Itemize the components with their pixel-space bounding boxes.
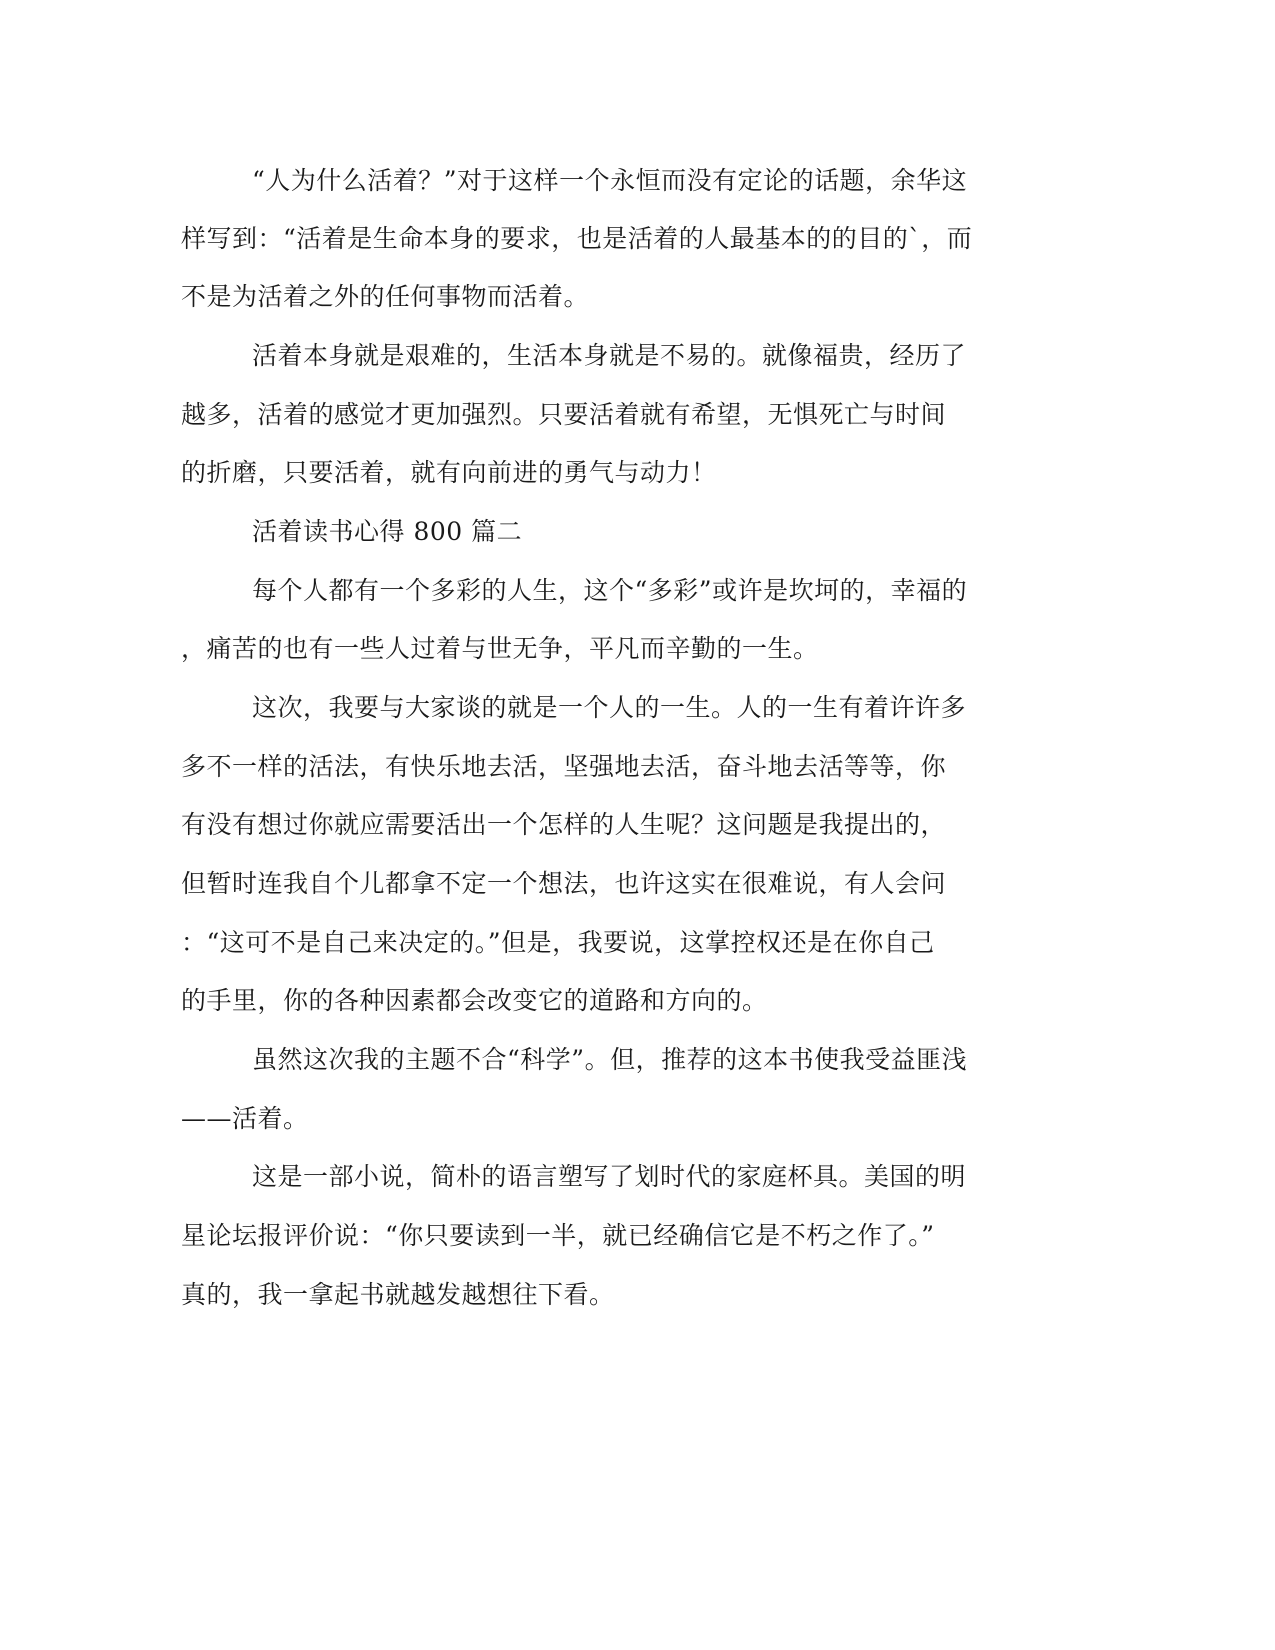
- text-line: 这是一部小说，简朴的语言塑写了划时代的家庭杯具。美国的明: [252, 1162, 967, 1191]
- text-line: 有没有想过你就应需要活出一个怎样的人生呢？这问题是我提出的，: [181, 810, 947, 839]
- text-line: 真的，我一拿起书就越发越想往下看。: [181, 1280, 615, 1309]
- text-line: 活着本身就是艰难的，生活本身就是不易的。就像福贵，经历了: [252, 341, 967, 370]
- text-line: 越多，活着的感觉才更加强烈。只要活着就有希望，无惧死亡与时间: [181, 400, 947, 429]
- text-line: ：“这可不是自己来决定的。”但是，我要说，这掌控权还是在你自己: [181, 928, 935, 957]
- text-line: ，痛苦的也有一些人过着与世无争，平凡而辛勤的一生。: [181, 634, 819, 663]
- text-line: 这次，我要与大家谈的就是一个人的一生。人的一生有着许许多: [252, 693, 967, 722]
- text-line: 但暂时连我自个儿都拿不定一个想法，也许这实在很难说，有人会问: [181, 869, 947, 898]
- text-line: 星论坛报评价说：“你只要读到一半，就已经确信它是不朽之作了。”: [181, 1221, 935, 1250]
- text-line: 的手里，你的各种因素都会改变它的道路和方向的。: [181, 986, 768, 1015]
- text-line: 不是为活着之外的任何事物而活着。: [181, 282, 590, 311]
- section-heading: 活着读书心得 800 篇二: [252, 517, 523, 546]
- text-line: 每个人都有一个多彩的人生，这个“多彩”或许是坎坷的，幸福的: [252, 576, 968, 605]
- text-line: “人为什么活着？”对于这样一个永恒而没有定论的话题，余华这: [252, 166, 968, 195]
- text-line: ——活着。: [181, 1104, 309, 1133]
- text-line: 多不一样的活法，有快乐地去活，坚强地去活，奋斗地去活等等，你: [181, 752, 947, 781]
- text-line: 虽然这次我的主题不合“科学”。但，推荐的这本书使我受益匪浅: [252, 1045, 968, 1074]
- text-line: 样写到：“活着是生命本身的要求，也是活着的人最基本的的目的`，而: [181, 224, 973, 253]
- text-line: 的折磨，只要活着，就有向前进的勇气与动力！: [181, 458, 717, 487]
